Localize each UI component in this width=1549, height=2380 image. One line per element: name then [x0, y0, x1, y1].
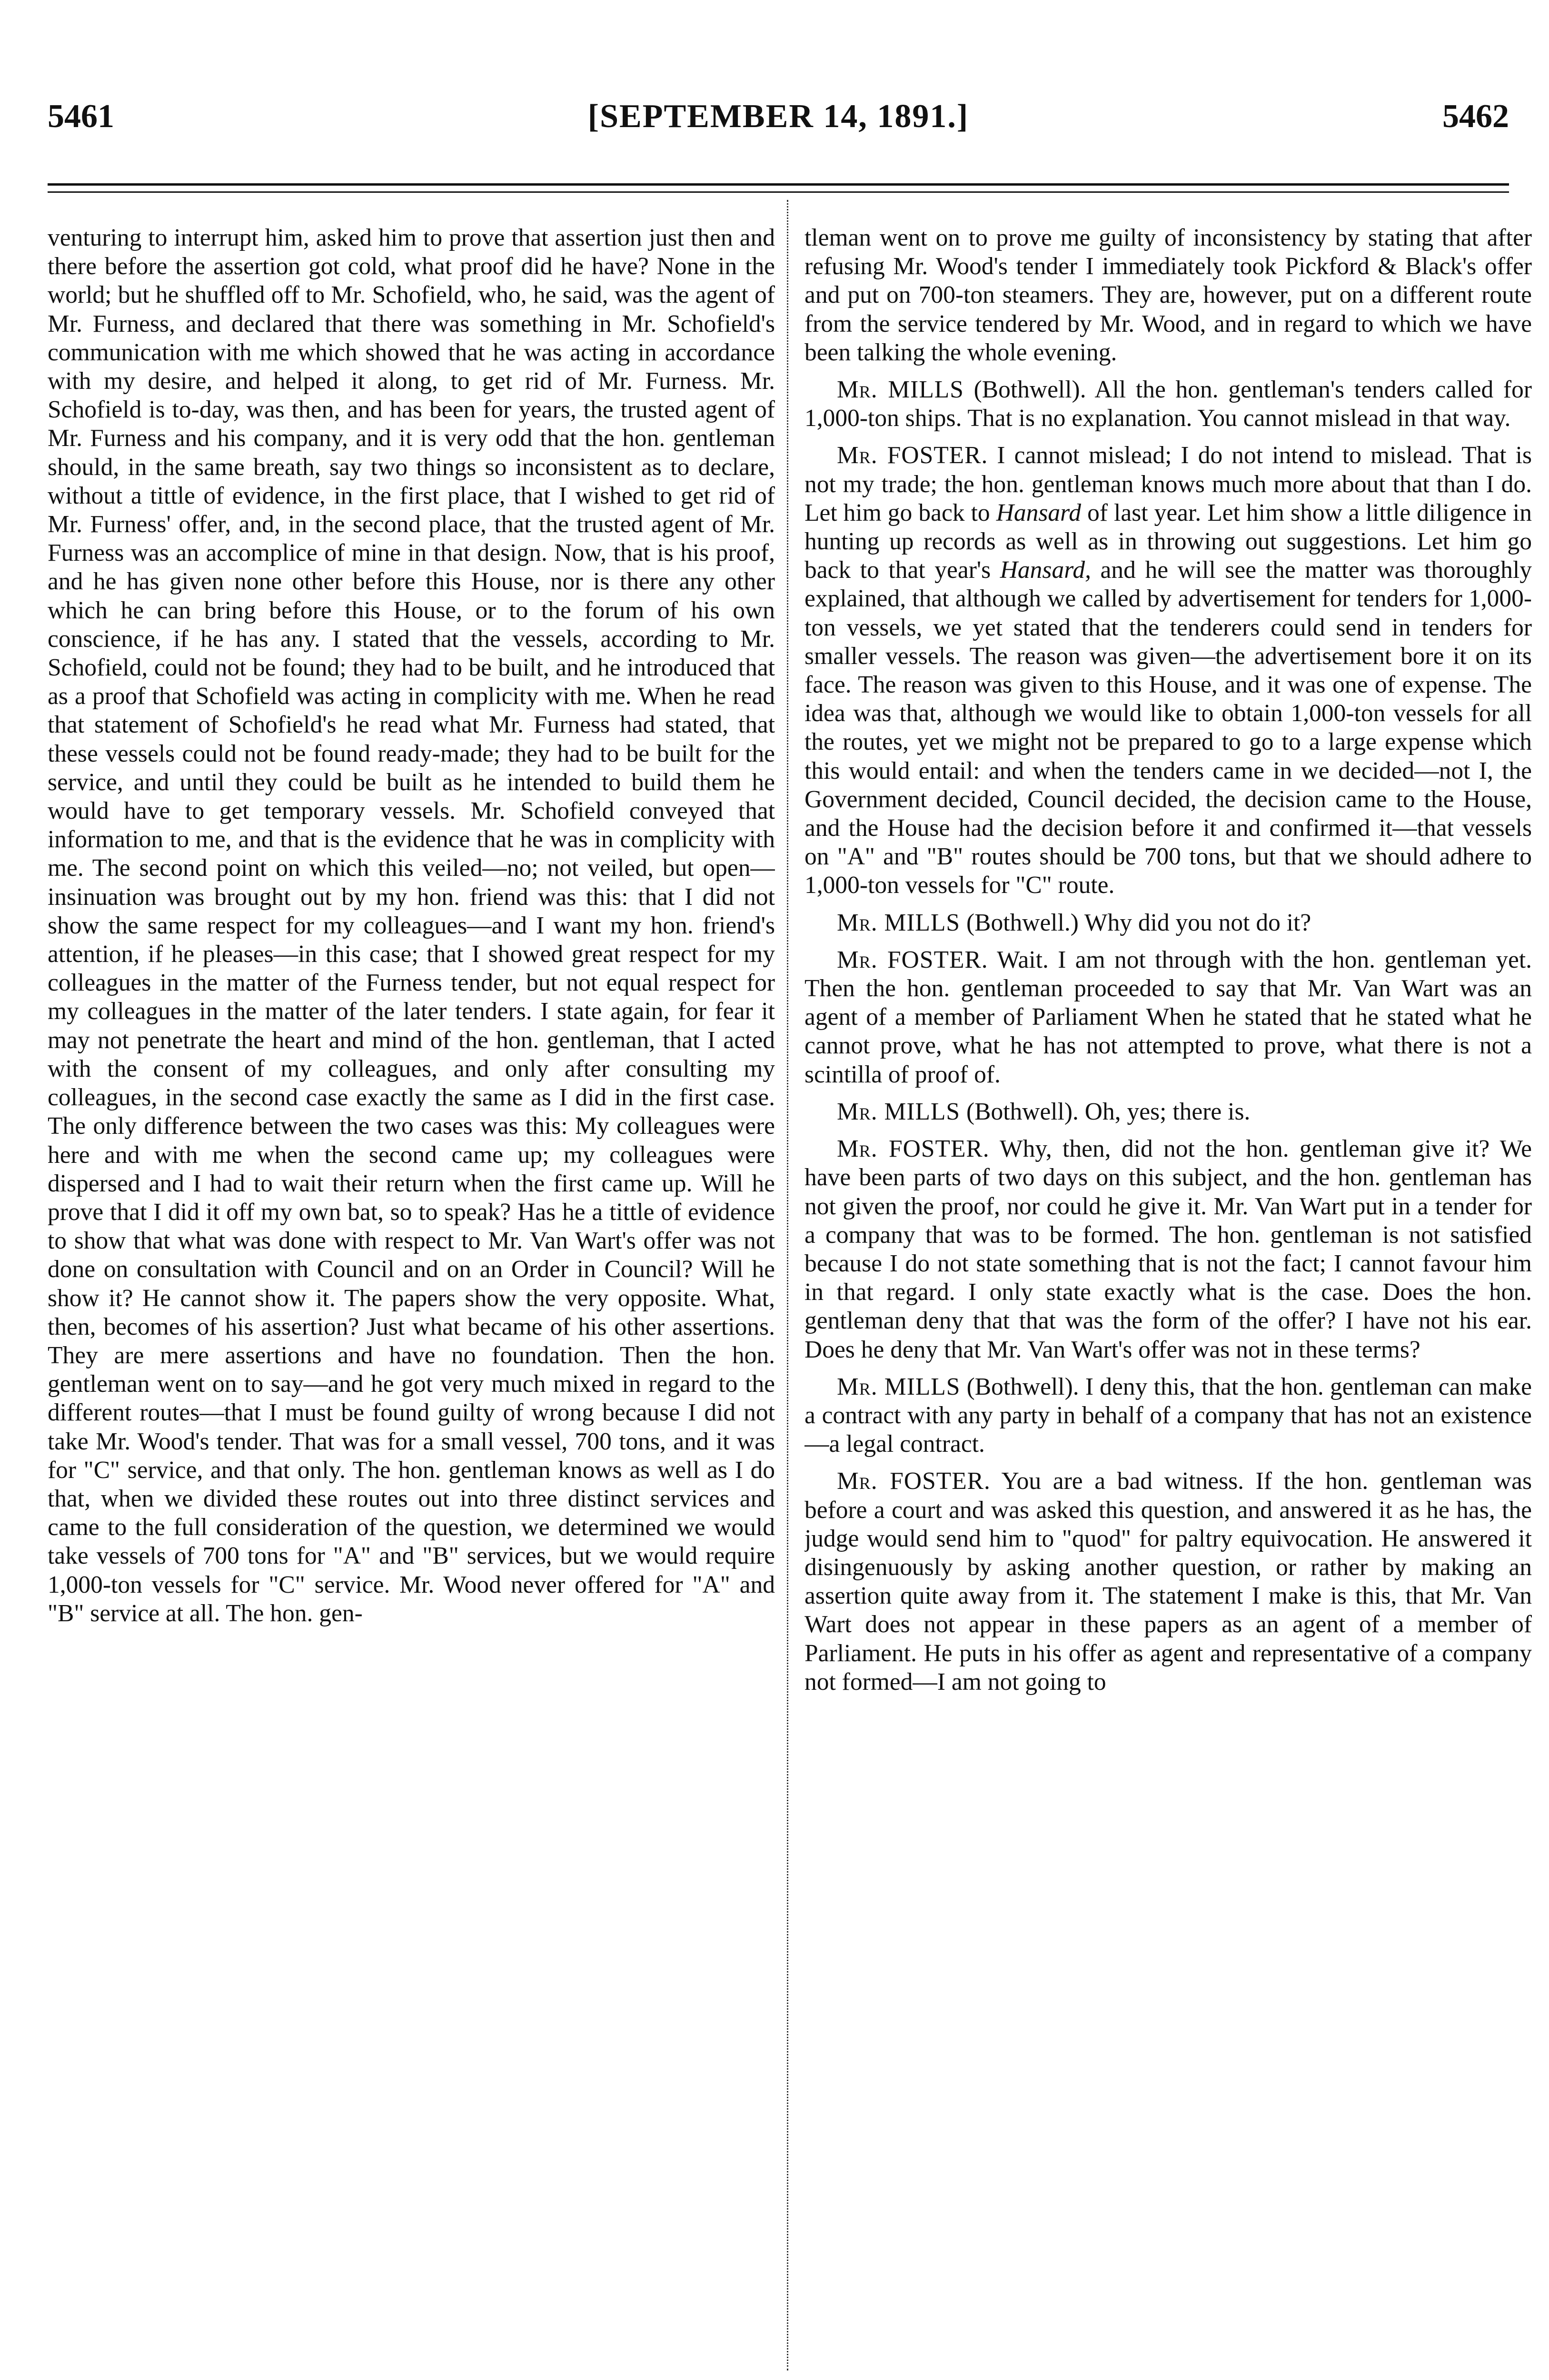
speech-text: (Bothwell). I deny this, that the hon. gentleman can make a contract with any party in behalf of a company that has not an existence—a legal contract.: [804, 1373, 1532, 1458]
page-header: [48, 95, 1509, 138]
speaker-name: Mr. MILLS: [837, 376, 964, 404]
speaker-name: Mr. MILLS: [837, 1373, 961, 1400]
header-rule-thick: [48, 183, 1509, 186]
speaker-name: Mr. FOSTER.: [837, 1135, 990, 1163]
speech-text: (Bothwell). Oh, yes; there is.: [960, 1098, 1251, 1125]
header-date: [SEPTEMBER 14, 1891.]: [587, 98, 969, 135]
speech-text: of last year. Let him show a little diligence in hunting up records as well as in throwing out suggestions. Let him go back to that year's: [804, 499, 1532, 584]
italic-text: Hansard: [996, 499, 1082, 526]
speech-text: I cannot mislead; I do not intend to mislead. That is not my trade; the hon. gentleman knows much more about that than I do. Let him go back to: [804, 442, 1532, 526]
right-column: [804, 224, 1532, 2380]
speech-text: (Bothwell.) Why did you not do it?: [960, 909, 1311, 936]
speaker-name: Mr. FOSTER.: [837, 946, 988, 973]
speaker-name: Mr. MILLS: [837, 1098, 961, 1125]
speaker-name: Mr. FOSTER.: [837, 442, 988, 469]
header-rule-thin: [48, 191, 1509, 193]
speech-paragraph: [804, 441, 1532, 900]
column-divider: [787, 200, 788, 2370]
speech-text: You are a bad witness. If the hon. gentleman was before a court and was asked this question, and answered it as he has, the judge would send him to "quod" for paltry equivocation. He answered it disingenuously by asking another question, or rather by making an assertion quite away from it. The statement I make is this, that Mr. Van Wart does not appear in these papers as an agent of a member of Parliament. He puts in his offer as agent and representative of a company not formed—I am not going to: [804, 1468, 1532, 1696]
paragraph: venturing to interrupt him, asked him to prove that assertion just then and there before the assertion got cold, what proof did he have? None in the world; but he shuffled off to Mr. Schofield, who, he said, was the agent of Mr. Furness, and declared that there was something in Mr. Schofield's communication with me which showed that he was acting in accordance with my desire, and helped it along, to get rid of Mr. Furness. Mr. Schofield is to-day, was then, and has been for years, the trusted agent of Mr. Furness and his company, and it is very odd that the hon. gentleman should, in the same breath, say two things so inconsistent as to declare, without a tittle of evidence, in the first place, that I wished to get rid of Mr. Furness' offer, and, in the second place, that the trusted agent of Mr. Furness was an accomplice of mine in that design. Now, that is his proof, and he has given none other before this House, nor is there any other which he can bring before this House, or to the forum of his own conscience, if he has any. I stated that the vessels, according to Mr. Schofield, could not be found; they had to be built, and he introduced that as a proof that Schofield was acting in complicity with me. When he read that statement of Schofield's he read what Mr. Furness had stated, that these vessels could not be found ready-made; they had to be built for the service, and until they could be built as he intended to build them he would have to get temporary vessels. Mr. Schofield conveyed that information to me, and that is the evidence that he was in complicity with me. The second point on which this veiled—no; not veiled, but open—insinuation was brought out by my hon. friend was this: that I did not show the same respect for my colleagues—and I want my hon. friend's attention, if he pleases—in this case; that I showed great respect for my colleagues in the matter of the Furness tender, but not equal respect for my colleagues in the matter of the later tenders. I state again, for fear it may not penetrate the heart and mind of the hon. gentleman, that I acted with the consent of my colleagues, and only after consulting my colleagues, in the second case exactly the same as I did in the first case. The only difference between the two cases was this: My colleagues were here and with me when the second came up; my colleagues were dispersed and I had to wait their return when the first came up. Will he prove that I did it off my own bat, so to speak? Has he a tittle of evidence to show that what was done with respect to Mr. Van Wart's offer was not done on consultation with Council and on an Order in Council? Will he show it? He cannot show it. The papers show the very opposite. What, then, becomes of his assertion? Just what became of his other assertions. They are mere assertions and have no foundation. Then the hon. gentleman went on to say—and he got very much mixed in regard to the different routes—that I must be found guilty of wrong because I did not take Mr. Wood's tender. That was for a small vessel, 700 tons, and it was for "C" service, and that only. The hon. gentleman knows as well as I do that, when we divided these routes out into three distinct services and came to the full consideration of the question, we determined we would take vessels of 700 tons for "A" and "B" services, but we would require 1,000-ton vessels for "C" service. Mr. Wood never offered for "A" and "B" service at all. The hon. gen-: [48, 224, 775, 1627]
italic-text: Hansard,: [1000, 556, 1091, 584]
speech-paragraph: [804, 1135, 1532, 1364]
speech-text: Wait. I am not through with the hon. gentleman yet. Then the hon. gentleman proceeded to say that Mr. Van Wart was an agent of a member of Parliament When he stated that he stated what he cannot prove, what he has not attempted to prove, what there is not a scintilla of proof of.: [804, 946, 1532, 1088]
speech-text: and he will see the matter was thoroughly explained, that although we called by advertisement for tenders for 1,000-ton vessels, we yet stated that the tenderers could send in tenders for smaller vessels. The reason was given—the advertisement bore it on its face. The reason was given to this House, and it was one of expense. The idea was that, although we would like to obtain 1,000-ton vessels for all the routes, yet we might not be prepared to go to a large expense which this would entail: and when the tenders came in we decided—not I, the Government decided, Council decided, the decision came to the House, and the House had the decision before it and confirmed it—that vessels on "A" and "B" routes should be 700 tons, but that we should adhere to 1,000-ton vessels for "C" route.: [804, 556, 1532, 899]
speaker-name: Mr. FOSTER.: [837, 1468, 991, 1495]
speech-paragraph: [804, 946, 1532, 1089]
paragraph: tleman went on to prove me guilty of inconsistency by stating that after refusing Mr. Wood's tender I immediately took Pickford & Black's offer and put on 700-ton steamers. They are, however, put on a different route from the service tendered by Mr. Wood, and in regard to which we have been talking the whole evening.: [804, 224, 1532, 366]
left-page-number: 5461: [48, 98, 114, 135]
speech-paragraph: [804, 376, 1532, 433]
speech-paragraph: [804, 909, 1532, 937]
speech-paragraph: [804, 1467, 1532, 1696]
left-column: [48, 224, 775, 2380]
speaker-name: Mr. MILLS: [837, 909, 961, 936]
speech-paragraph: [804, 1373, 1532, 1459]
speech-text: (Bothwell). All the hon. gentleman's tenders called for 1,000-ton ships. That is no explanation. You cannot mislead in that way.: [804, 376, 1532, 432]
speech-text: Why, then, did not the hon. gentleman give it? We have been parts of two days on this subject, and the hon. gentleman has not given the proof, nor could he give it. Mr. Van Wart put in a tender for a company that was to be formed. The hon. gentleman is not satisfied because I do not state something that is not the fact; I cannot favour him in that regard. I only state exactly what is the case. Does the hon. gentleman deny that that was the form of the offer? I have not his ear. Does he deny that Mr. Van Wart's offer was not in these terms?: [804, 1135, 1532, 1363]
right-page-number: 5462: [1442, 98, 1509, 135]
speech-paragraph: [804, 1098, 1532, 1126]
